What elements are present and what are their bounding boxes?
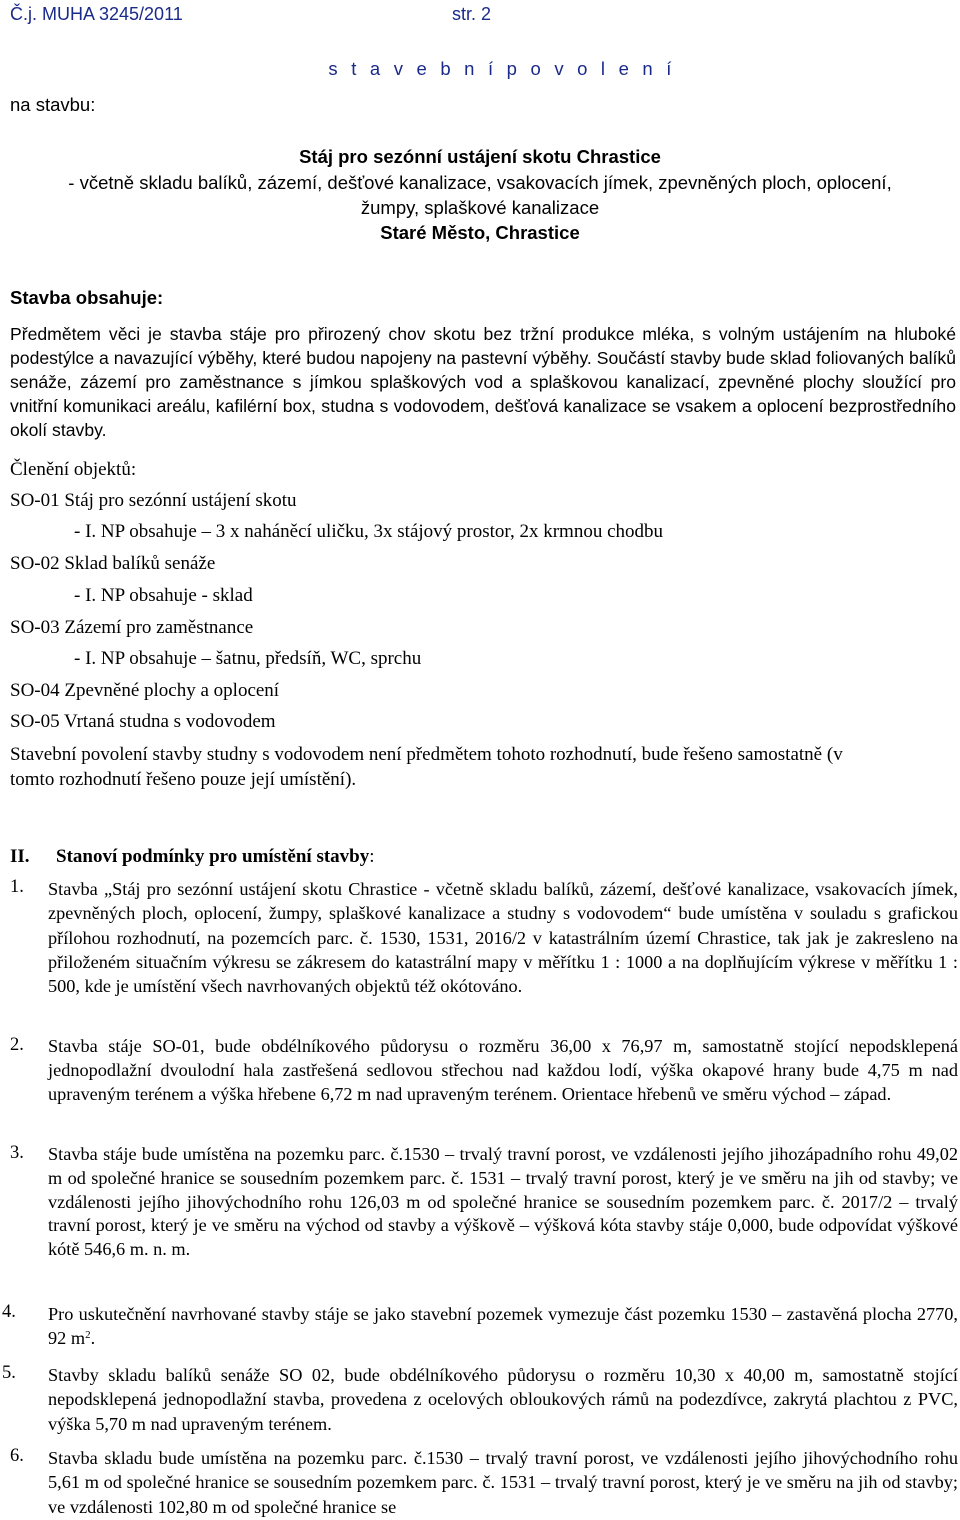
section-title-wrap	[56, 846, 375, 868]
object-so03-detail: - I. NP obsahuje – šatnu, předsíň, WC, sprchu	[74, 648, 422, 669]
well-note: Stavební povolení stavby studny s vodovodem není předmětem tohoto rozhodnutí, bude řešeno samostatně (v tomto rozhodnutí řešeno pouze její umístění).	[10, 744, 843, 790]
building-subtitle-1: - včetně skladu balíků, zázemí, dešťové kanalizace, vsakovacích jímek, zpevněných ploch, oplocení,	[68, 172, 892, 193]
condition-number: 3.	[10, 1143, 24, 1163]
condition-number: 1.	[10, 877, 24, 897]
condition-text-main: Pro uskutečnění navrhované stavby stáje se jako stavební pozemek vymezuje část pozemku 1530 – zastavěná plocha 2770, 92 m	[48, 1304, 958, 1348]
object-so02: SO-02 Sklad balíků senáže	[10, 553, 216, 574]
contents-paragraph: Předmětem věci je stavba stáje pro přirozený chov skotu bez tržní produkce mléka, s volným ustájením na hluboké podestýlce a navazující výběhy, které budou napojeny na pastevní výběhy. Součástí stavby bude sklad foliovaných balíků senáže, zázemí pro zaměstnance s jímkou splaškových vod a splaškovou kanalizací, zpevněné plochy sloužící pro vnitřní komunikaci areálu, kafilérní box, studna s vodovodem, dešťová kanalizace se vsakem a oplocení bezprostředního okolí stavby.	[10, 324, 956, 440]
condition-text: Stavby skladu balíků senáže SO 02, bude obdélníkového půdorysu o rozměru 10,30 x 40,00 m, samostatně stojící nepodsklepená jednopodlažní stavba, provedena z ocelových obloukových rámů na podezdívce, zakrytá plachtou z PVC, výška 5,70 m nad upraveným terénem.	[48, 1365, 958, 1434]
building-subtitle-2: žumpy, splaškové kanalizace	[360, 197, 600, 218]
document-header	[10, 4, 492, 25]
condition-text: Stavba skladu bude umístěna na pozemku parc. č.1530 – trvalý travní porost, ve vzdálenosti jejího jihovýchodního rohu 5,61 m od společné hranice se sousedním pozemkem parc. č. 1531 – trvalý travní porost, který je ve směru na jih od stavby; ve vzdálenosti 102,80 m od společné hranice se	[48, 1448, 958, 1517]
contents-heading: Stavba obsahuje:	[10, 287, 164, 308]
decision-title: s t a v e b n í p o v o l e n í	[328, 58, 676, 79]
na-stavbu-label: na stavbu:	[10, 94, 96, 115]
object-so02-detail: - I. NP obsahuje - sklad	[74, 585, 253, 606]
object-so01: SO-01 Stáj pro sezónní ustájení skotu	[10, 490, 297, 511]
section-title: Stanoví podmínky pro umístění stavby	[56, 846, 370, 867]
reference-number: Č.j. MUHA 3245/2011	[10, 4, 183, 24]
object-so01-detail: - I. NP obsahuje – 3 x naháněcí uličku, 3x stájový prostor, 2x krmnou chodbu	[74, 521, 664, 542]
object-so03: SO-03 Zázemí pro zaměstnance	[10, 617, 254, 638]
condition-number: 5.	[2, 1363, 16, 1383]
superscript: 2	[85, 1329, 91, 1341]
condition-number: 2.	[10, 1035, 24, 1055]
page-number: str. 2	[452, 4, 492, 24]
condition-text: Stavba stáje SO-01, bude obdélníkového půdorysu o rozměru 36,00 x 76,97 m, samostatně stojící nepodsklepená jednopodlažní dvoulodní hala zastřešená sedlovou střechou nad každou lodí, výška okapové hrany bude 4,75 m nad upraveným terénem a výška hřebene 6,72 m nad upraveným terénem. Orientace hřebenů ve směru východ – západ.	[48, 1036, 958, 1104]
condition-text: Stavba „Stáj pro sezónní ustájení skotu Chrastice - včetně skladu balíků, zázemí, dešťové kanalizace, vsakovacích jímek, zpevněných ploch, oplocení, žumpy, splaškové kanalizace a studny s vodovodem“ bude umístěna v souladu s grafickou přílohou rozhodnutí, na pozemcích parc. č. 1530, 1531, 2016/2 v katastrálním území Chrastice, tak jak je zakresleno na přiloženém situačním výkresu se zákresem do katastrální mapy v měřítku 1 : 1000 a na doplňujícím výkrese v měřítku 1 : 500, kde je umístění všech navrhovaných objektů též okótováno.	[48, 879, 958, 997]
condition-text: Stavba stáje bude umístěna na pozemku parc. č.1530 – trvalý travní porost, ve vzdálenosti jejího jihozápadního rohu 49,02 m od společné hranice se sousedním pozemkem parc. č. 1531 – trvalý travní porost, který je ve směru na jih od stavby; ve vzdálenosti jejího jihovýchodního rohu 126,03 m od společné hranice se sousedním pozemkem parc. č. 2017/2 – trvalý travní porost, který je ve směru na východ od stavby a výškově – výšková kóta stavby stáje 0,000, bude odpovídat výškové kótě 546,6 m. n. m.	[48, 1144, 958, 1260]
condition-text	[48, 1302, 958, 1350]
object-so04: SO-04 Zpevněné plochy a oplocení	[10, 680, 280, 701]
condition-number: 6.	[10, 1446, 24, 1466]
condition-number: 4.	[2, 1302, 16, 1322]
objects-heading: Členění objektů:	[10, 459, 137, 480]
section-number: II.	[10, 846, 30, 867]
section-colon: :	[369, 846, 375, 867]
building-title: Stáj pro sezónní ustájení skotu Chrastice	[299, 146, 661, 167]
condition-text-tail: .	[90, 1328, 96, 1348]
object-so05: SO-05 Vrtaná studna s vodovodem	[10, 711, 276, 732]
building-location: Staré Město, Chrastice	[380, 222, 580, 243]
